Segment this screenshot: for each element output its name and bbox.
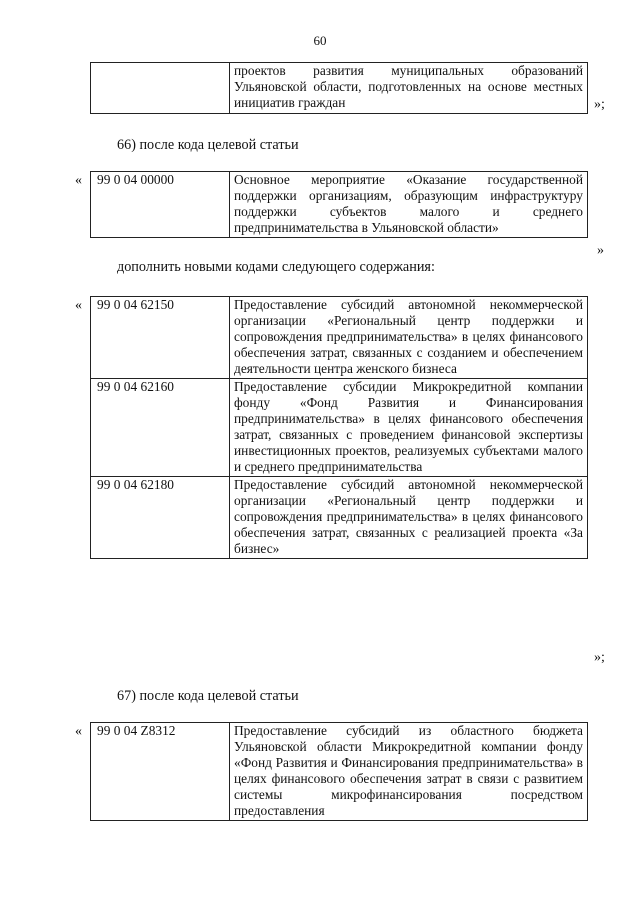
opening-quote: « <box>75 298 82 313</box>
code-cell <box>91 63 230 114</box>
description-cell: Предоставление субсидий из областного бюджета Ульяновской области Микрокредитной компании фонду «Фонд Развития и Финансирования предпринимательства» в целях финансового обеспечения затрат в связи с развитием системы микрофинансирования посредством предоставления <box>230 723 588 821</box>
table-row <box>91 379 588 477</box>
closing-quote: »; <box>594 97 605 112</box>
closing-quote: »; <box>594 650 605 665</box>
item-66-heading: 66) после кода целевой статьи <box>117 137 299 153</box>
item-66-supplement: дополнить новыми кодами следующего содержания: <box>117 259 435 275</box>
description-cell: Предоставление субсидий автономной некоммерческой организации «Региональный центр поддержки и сопровождения предпринимательства» в целях финансового обеспечения затрат, связанных с созданием и обеспечением деятельности центра женского бизнеса <box>230 297 588 379</box>
code-cell: 99 0 04 00000 <box>91 172 230 238</box>
description-cell: проектов развития муниципальных образований Ульяновской области, подготовленных на основе местных инициатив граждан <box>230 63 588 114</box>
opening-quote: « <box>75 724 82 739</box>
table-row <box>91 63 588 114</box>
item-67-table <box>90 722 588 821</box>
code-cell: 99 0 04 62150 <box>91 297 230 379</box>
description-cell: Основное мероприятие «Оказание государственной поддержки организациям, образующим инфраструктуру поддержки субъектов малого и среднего предпринимательства в Ульяновской области» <box>230 172 588 238</box>
closing-quote: » <box>597 243 604 258</box>
item-66-new-codes-table <box>90 296 588 559</box>
table-row <box>91 723 588 821</box>
description-cell: Предоставление субсидий автономной некоммерческой организации «Региональный центр поддержки и сопровождения предпринимательства» в целях финансового обеспечения затрат, связанных с реализацией проекта «За бизнес» <box>230 477 588 559</box>
description-cell: Предоставление субсидии Микрокредитной компании фонду «Фонд Развития и Финансирования предпринимательства» в целях финансового обеспечения затрат, связанных с проведением финансовой экспертизы инвестиционных проектов, реализуемых субъектами малого и среднего предпринимательства <box>230 379 588 477</box>
table-row <box>91 172 588 238</box>
opening-quote: « <box>75 173 82 188</box>
page-number: 60 <box>313 33 327 48</box>
code-cell: 99 0 04 62180 <box>91 477 230 559</box>
table-row <box>91 297 588 379</box>
top-table <box>90 62 588 114</box>
code-cell: 99 0 04 Z8312 <box>91 723 230 821</box>
table-row <box>91 477 588 559</box>
item-66-table <box>90 171 588 238</box>
code-cell: 99 0 04 62160 <box>91 379 230 477</box>
item-67-heading: 67) после кода целевой статьи <box>117 688 299 704</box>
